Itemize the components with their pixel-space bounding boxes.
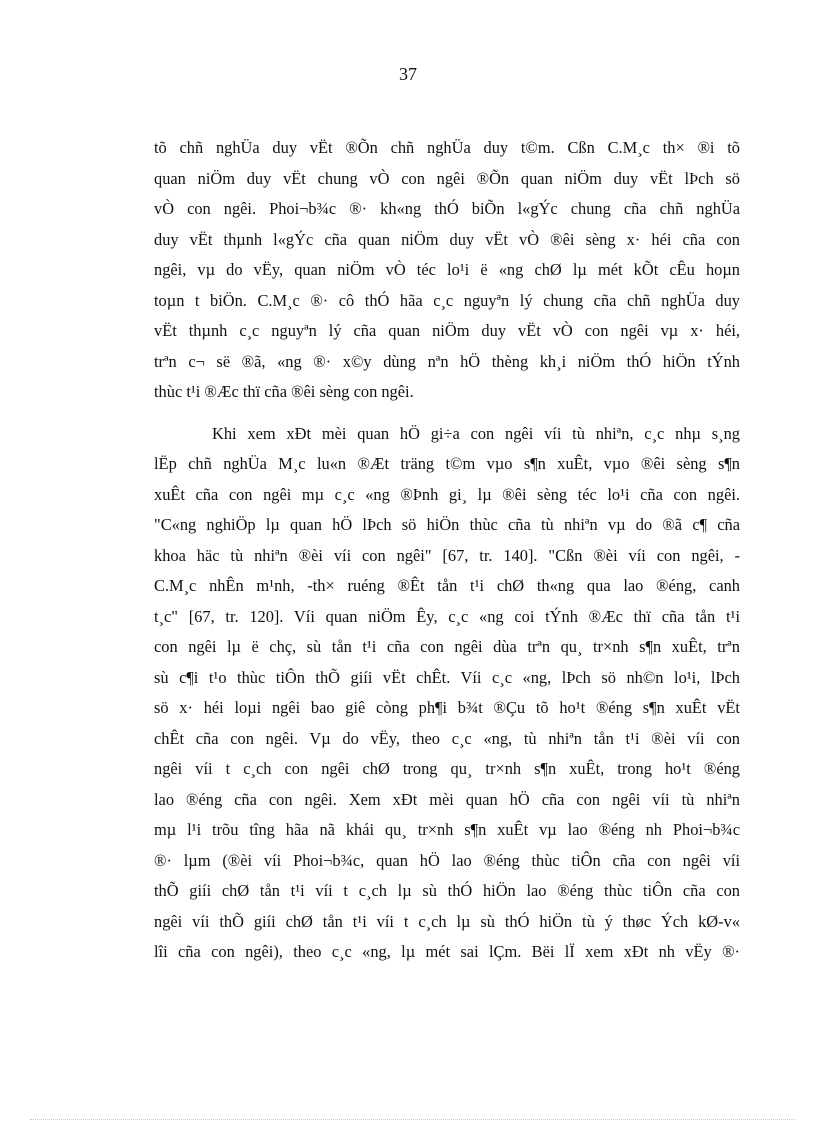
text-line: chÊt cña con ngêi. Vµ do vËy, theo c¸c «ng, tù nhiªn tån t¹i ®èi víi con	[154, 728, 740, 748]
text-line: thùc t¹i ®Æc thï cña ®êi sèng con ngêi.	[154, 382, 414, 401]
text-line: vËt thµnh c¸c nguyªn lý cña quan niÖm duy vËt vÒ con ngêi vµ x· héi,	[154, 321, 740, 340]
text-line: toµn t biÖn. C.M¸c ®· cô thÓ hãa c¸c nguyªn lý chung cña chñ nghÜa duy	[154, 290, 740, 310]
paragraph	[154, 419, 740, 968]
body-text	[154, 133, 740, 968]
text-line: t¸c" [67, tr. 120]. Víi quan niÖm Êy, c¸c «ng coi tÝnh ®Æc thï cña tån t¹i	[154, 606, 740, 626]
text-line: thÕ giíi chØ tån t¹i víi t c¸ch lµ sù thÓ hiÖn lao ®éng thùc tiÔn cña con	[154, 881, 740, 900]
paragraph	[154, 133, 740, 408]
text-line: ngêi, vµ do vËy, quan niÖm vÒ téc lo¹i ë «ng chØ lµ mét kÕt cÊu hoµn	[154, 260, 740, 279]
text-line: "C«ng nghiÖp lµ quan hÖ lÞch sö hiÖn thùc cña tù nhiªn vµ do ®ã c¶ cña	[154, 515, 740, 534]
text-line: sö x· héi loµi ngêi bao giê còng ph¶i b¾t ®Çu tõ ho¹t ®éng s¶n xuÊt vËt	[154, 698, 740, 717]
text-line: mµ l¹i trõu tîng hãa nã khái qu¸ tr×nh s¶n xuÊt vµ lao ®éng nh Phoi¬b¾c	[154, 820, 740, 839]
bottom-dotted-rule	[30, 1119, 796, 1120]
text-line: ngêi víi t c¸ch con ngêi chØ trong qu¸ tr×nh s¶n xuÊt, trong ho¹t ®éng	[154, 759, 740, 778]
text-line: vÒ con ngêi. Phoi¬b¾c ®· kh«ng thÓ biÕn l«gÝc chung cña chñ nghÜa	[154, 199, 740, 218]
text-line: lao ®éng cña con ngêi. Xem xÐt mèi quan hÖ cña con ngêi víi tù nhiªn	[154, 789, 740, 809]
text-line: C.M¸c nhÊn m¹nh, -th× ruéng ®Êt tån t¹i chØ th«ng qua lao ®éng, canh	[154, 576, 740, 595]
text-line: ngêi víi thÕ giíi chØ tån t¹i víi t c¸ch lµ sù thÓ hiÖn tù ý thøc Ých kØ-v«	[154, 911, 740, 931]
text-line: lîi cña con ngêi), theo c¸c «ng, lµ mét sai lÇm. Bëi lÏ xem xÐt nh vËy ®·	[154, 942, 740, 961]
text-line: Khi xem xÐt mèi quan hÖ gi÷a con ngêi víi tù nhiªn, c¸c nhµ s¸ng	[212, 423, 740, 443]
text-line: con ngêi lµ ë chç, sù tån t¹i cña con ngêi dùa trªn qu¸ tr×nh s¶n xuÊt, trªn	[154, 637, 740, 656]
text-line: khoa häc tù nhiªn ®èi víi con ngêi" [67, tr. 140]. "Cßn ®èi víi con ngêi, -	[154, 545, 740, 565]
text-line: duy vËt thµnh l«gÝc cña quan niÖm duy vËt vÒ ®êi sèng x· héi cña con	[154, 229, 740, 249]
text-line: sù c¶i t¹o thùc tiÔn thÕ giíi vËt chÊt. Víi c¸c «ng, lÞch sö nh©n lo¹i, lÞch	[154, 667, 740, 687]
text-line: xuÊt cña con ngêi mµ c¸c «ng ®Þnh gi¸ lµ ®êi sèng téc lo¹i cña con ngêi.	[154, 484, 740, 504]
text-line: trªn c¬ së ®ã, «ng ®· x©y dùng nªn hÖ thèng kh¸i niÖm thÓ hiÖn tÝnh	[154, 351, 740, 371]
text-line: ®· lµm (®èi víi Phoi¬b¾c, quan hÖ lao ®éng thùc tiÔn cña con ngêi víi	[154, 850, 740, 870]
text-line: lËp chñ nghÜa M¸c lu«n ®Æt träng t©m vµo s¶n xuÊt, vµo ®êi sèng s¶n	[154, 454, 740, 473]
page-number: 37	[399, 64, 417, 84]
text-line: tõ chñ nghÜa duy vËt ®Õn chñ nghÜa duy t©m. Cßn C.M¸c th× ®i tõ	[154, 138, 740, 157]
text-line: quan niÖm duy vËt chung vÒ con ngêi ®Õn quan niÖm duy vËt lÞch sö	[154, 168, 740, 188]
